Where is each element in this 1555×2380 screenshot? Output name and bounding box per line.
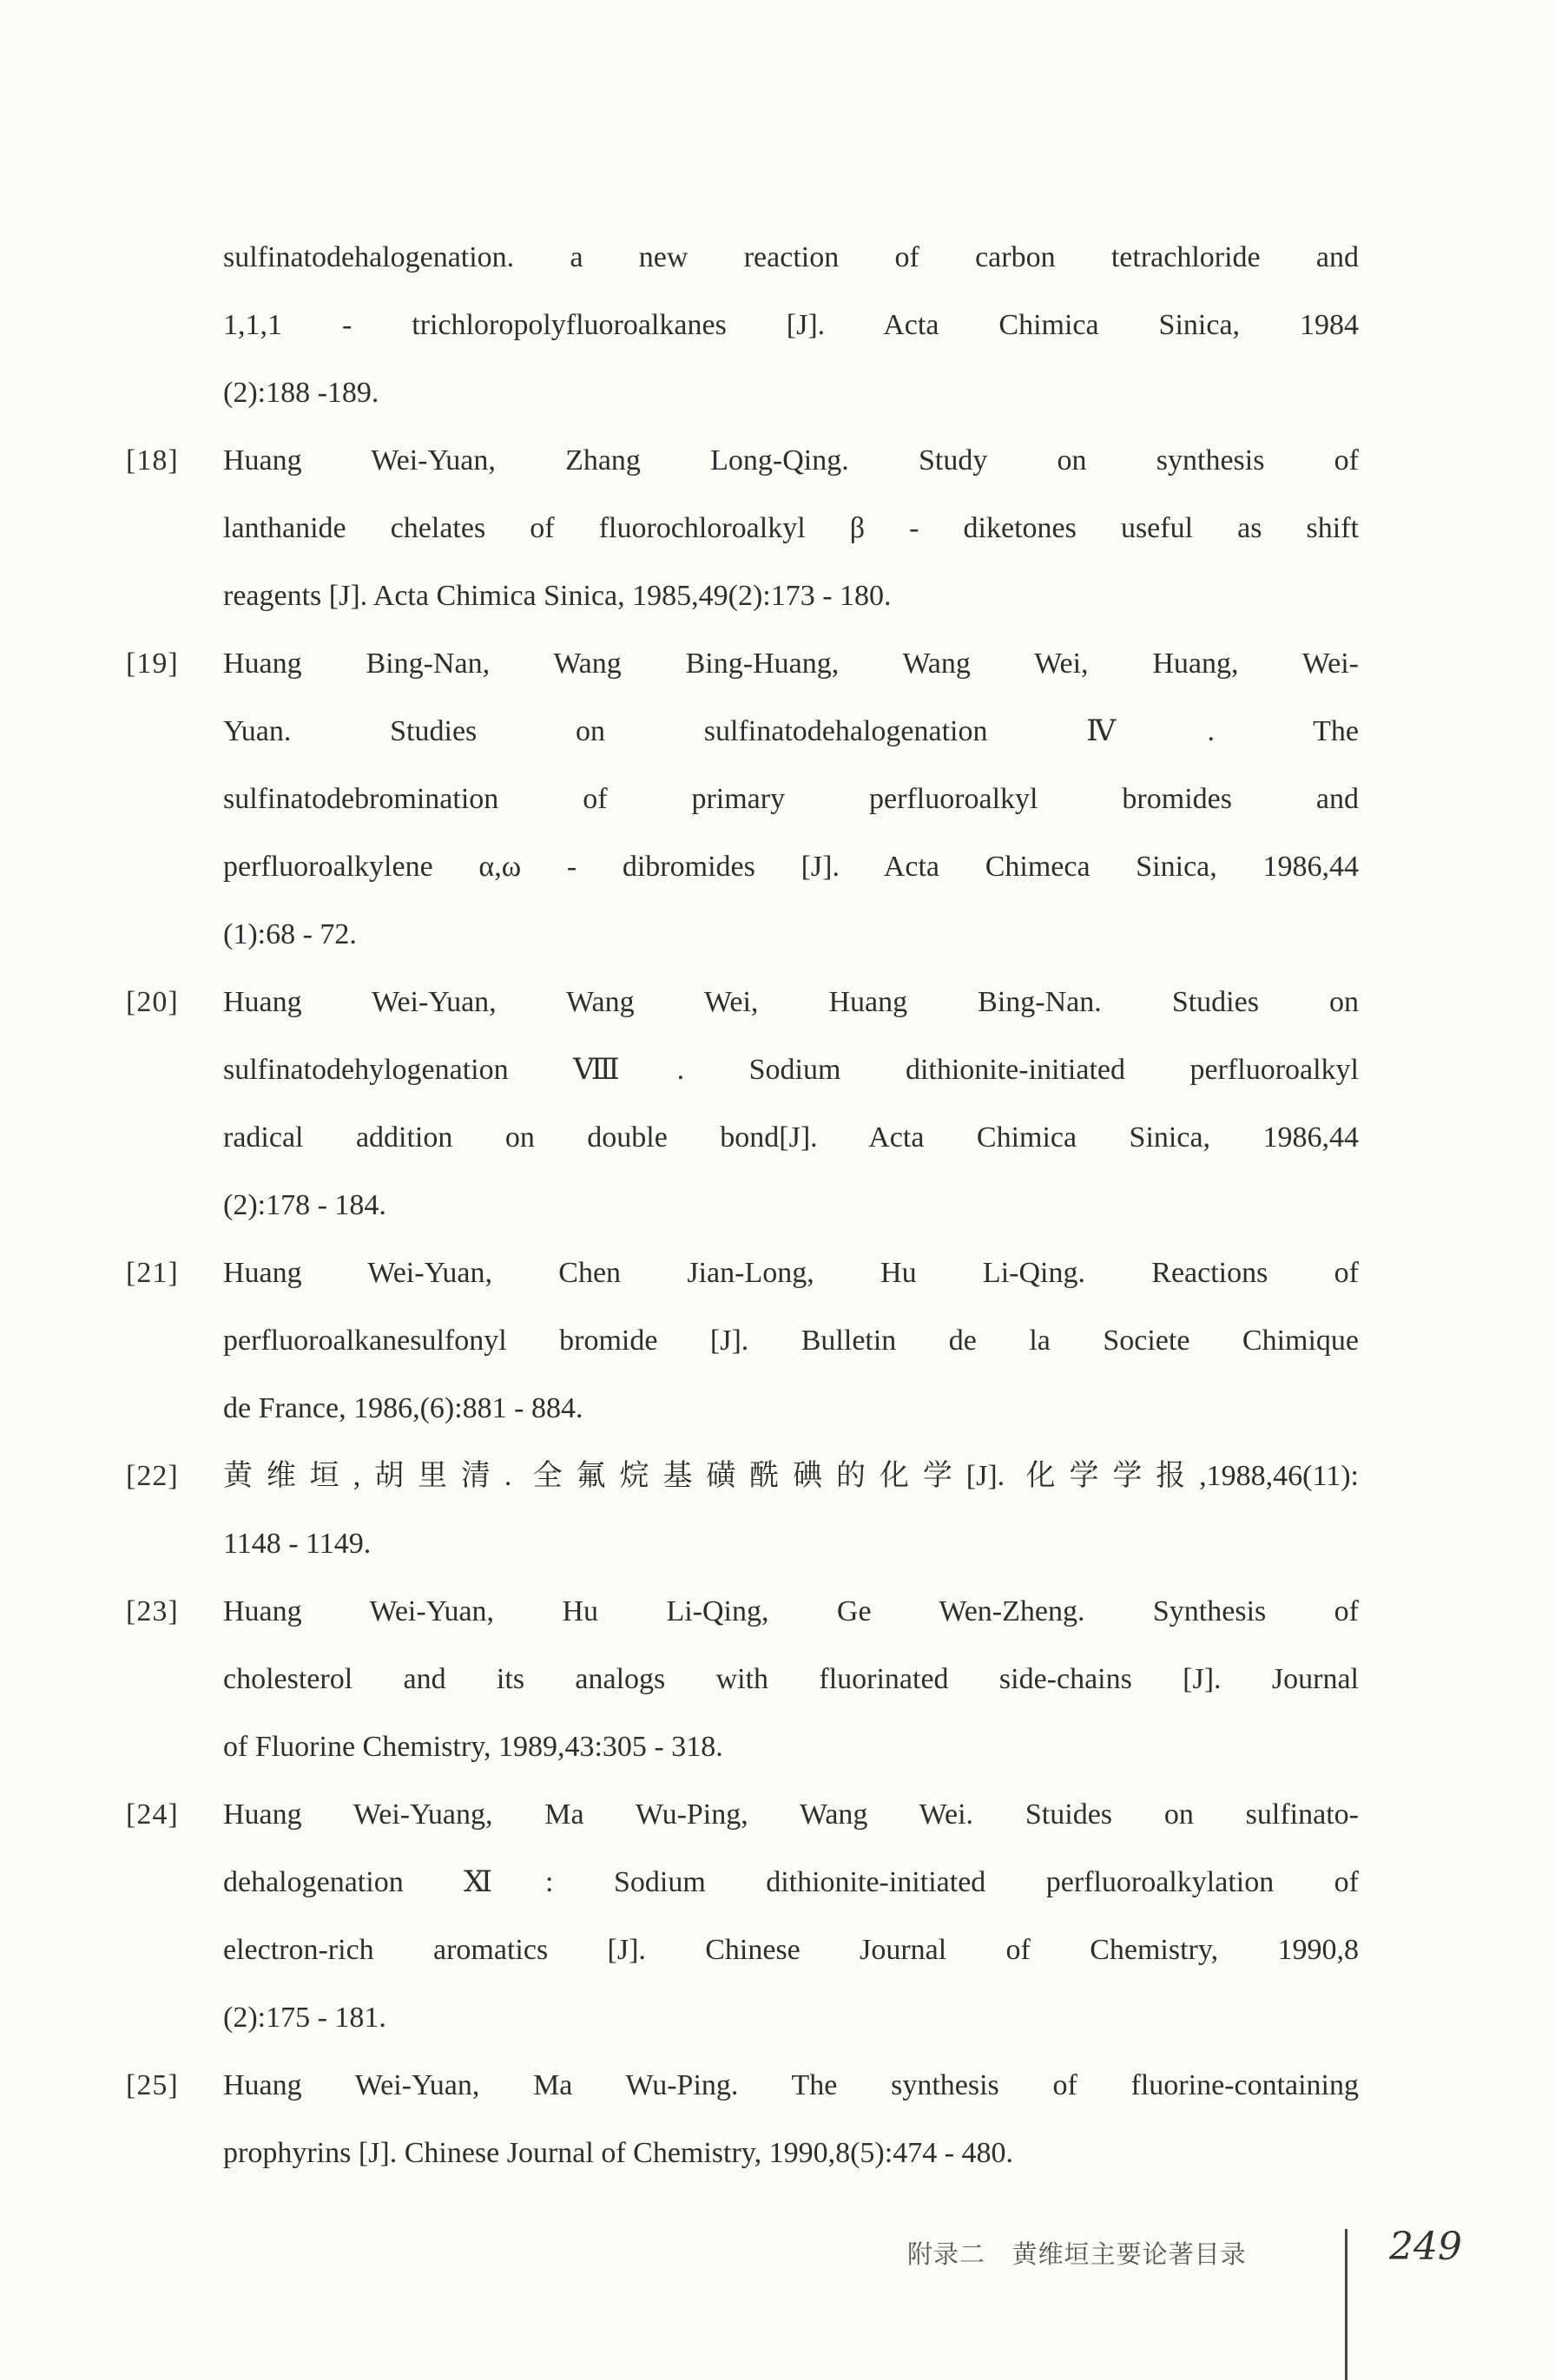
- running-head: 附录二 黄维垣主要论著目录: [907, 2239, 1247, 2269]
- reference-number: [23]: [126, 1595, 179, 1627]
- reference-line: Huang Wei-Yuan, Wang Wei, Huang Bing-Nan. Studies on: [223, 986, 1359, 1018]
- reference-text: [223, 427, 1359, 630]
- reference-item: [126, 1578, 1359, 1781]
- reference-line: sulfinatodehylogenation Ⅷ. Sodium dithionite-initiated perfluoroalkyl: [223, 1054, 1359, 1086]
- footer-divider: [1345, 2229, 1347, 2380]
- reference-text: [223, 969, 1359, 1239]
- reference-line: lanthanide chelates of fluorochloroalkyl β - diketones useful as shift: [223, 512, 1359, 544]
- reference-number: [20]: [126, 986, 179, 1018]
- reference-line: Huang Wei-Yuan, Zhang Long-Qing. Study on synthesis of: [223, 444, 1359, 477]
- reference-line: sulfinatodebromination of primary perfluoroalkyl bromides and: [223, 783, 1359, 815]
- page-number: 249: [1389, 2225, 1462, 2269]
- reference-item: [126, 2052, 1359, 2187]
- reference-continuation: [223, 224, 1359, 427]
- reference-line: radical addition on double bond[J]. Acta Chimica Sinica, 1986,44: [223, 1121, 1359, 1154]
- reference-number: [18]: [126, 444, 179, 477]
- reference-line: Huang Wei-Yuan, Hu Li-Qing, Ge Wen-Zheng. Synthesis of: [223, 1595, 1359, 1627]
- reference-line: sulfinatodehalogenation. a new reaction of carbon tetrachloride and: [223, 241, 1359, 273]
- reference-line: (2):178 - 184.: [223, 1189, 386, 1221]
- reference-line: de France, 1986,(6):881 - 884.: [223, 1392, 583, 1424]
- reference-line: 1148 - 1149.: [223, 1528, 372, 1560]
- reference-line: electron-rich aromatics [J]. Chinese Journal of Chemistry, 1990,8: [223, 1934, 1359, 1966]
- reference-line: of Fluorine Chemistry, 1989,43:305 - 318.: [223, 1731, 723, 1763]
- reference-line: Huang Wei-Yuang, Ma Wu-Ping, Wang Wei. Stuides on sulfinato-: [223, 1798, 1359, 1831]
- reference-item: [126, 630, 1359, 969]
- reference-text: [223, 1781, 1359, 2052]
- reference-number: [19]: [126, 648, 179, 680]
- reference-item: [126, 427, 1359, 630]
- reference-item: [126, 1239, 1359, 1443]
- reference-line: perfluoroalkylene α,ω - dibromides [J]. Acta Chimeca Sinica, 1986,44: [223, 851, 1359, 883]
- reference-line: (1):68 - 72.: [223, 918, 357, 950]
- reference-text: [223, 630, 1359, 969]
- reference-number: [25]: [126, 2069, 179, 2101]
- reference-number: [21]: [126, 1257, 179, 1289]
- reference-line: Huang Wei-Yuan, Ma Wu-Ping. The synthesis of fluorine-containing: [223, 2069, 1359, 2101]
- reference-line: (2):175 - 181.: [223, 2002, 386, 2034]
- reference-line: Huang Bing-Nan, Wang Bing-Huang, Wang Wei, Huang, Wei-: [223, 648, 1359, 680]
- reference-text: [223, 1578, 1359, 1781]
- reference-line: perfluoroalkanesulfonyl bromide [J]. Bulletin de la Societe Chimique: [223, 1325, 1359, 1357]
- reference-number: [22]: [126, 1460, 179, 1492]
- reference-text: [223, 1443, 1359, 1578]
- reference-line: (2):188 -189.: [223, 377, 379, 409]
- reference-line: cholesterol and its analogs with fluorinated side-chains [J]. Journal: [223, 1663, 1359, 1695]
- reference-line: prophyrins [J]. Chinese Journal of Chemistry, 1990,8(5):474 - 480.: [223, 2137, 1014, 2169]
- reference-number: [24]: [126, 1798, 179, 1831]
- reference-item: [126, 1781, 1359, 2052]
- reference-item: [126, 1443, 1359, 1578]
- reference-item: [126, 969, 1359, 1239]
- reference-line: reagents [J]. Acta Chimica Sinica, 1985,49(2):173 - 180.: [223, 580, 892, 612]
- reference-list: [126, 224, 1359, 2187]
- reference-line: 黄维垣,胡里清. 全氟烷基磺酰碘的化学[J]. 化学学报,1988,46(11):: [223, 1460, 1359, 1492]
- reference-line: dehalogenation Ⅺ: Sodium dithionite-initiated perfluoroalkylation of: [223, 1866, 1359, 1898]
- reference-text: [223, 2052, 1359, 2187]
- reference-text: [223, 1239, 1359, 1443]
- reference-line: Yuan. Studies on sulfinatodehalogenation Ⅳ. The: [223, 715, 1359, 747]
- reference-line: 1,1,1 - trichloropolyfluoroalkanes [J]. Acta Chimica Sinica, 1984: [223, 309, 1359, 341]
- reference-line: Huang Wei-Yuan, Chen Jian-Long, Hu Li-Qing. Reactions of: [223, 1257, 1359, 1289]
